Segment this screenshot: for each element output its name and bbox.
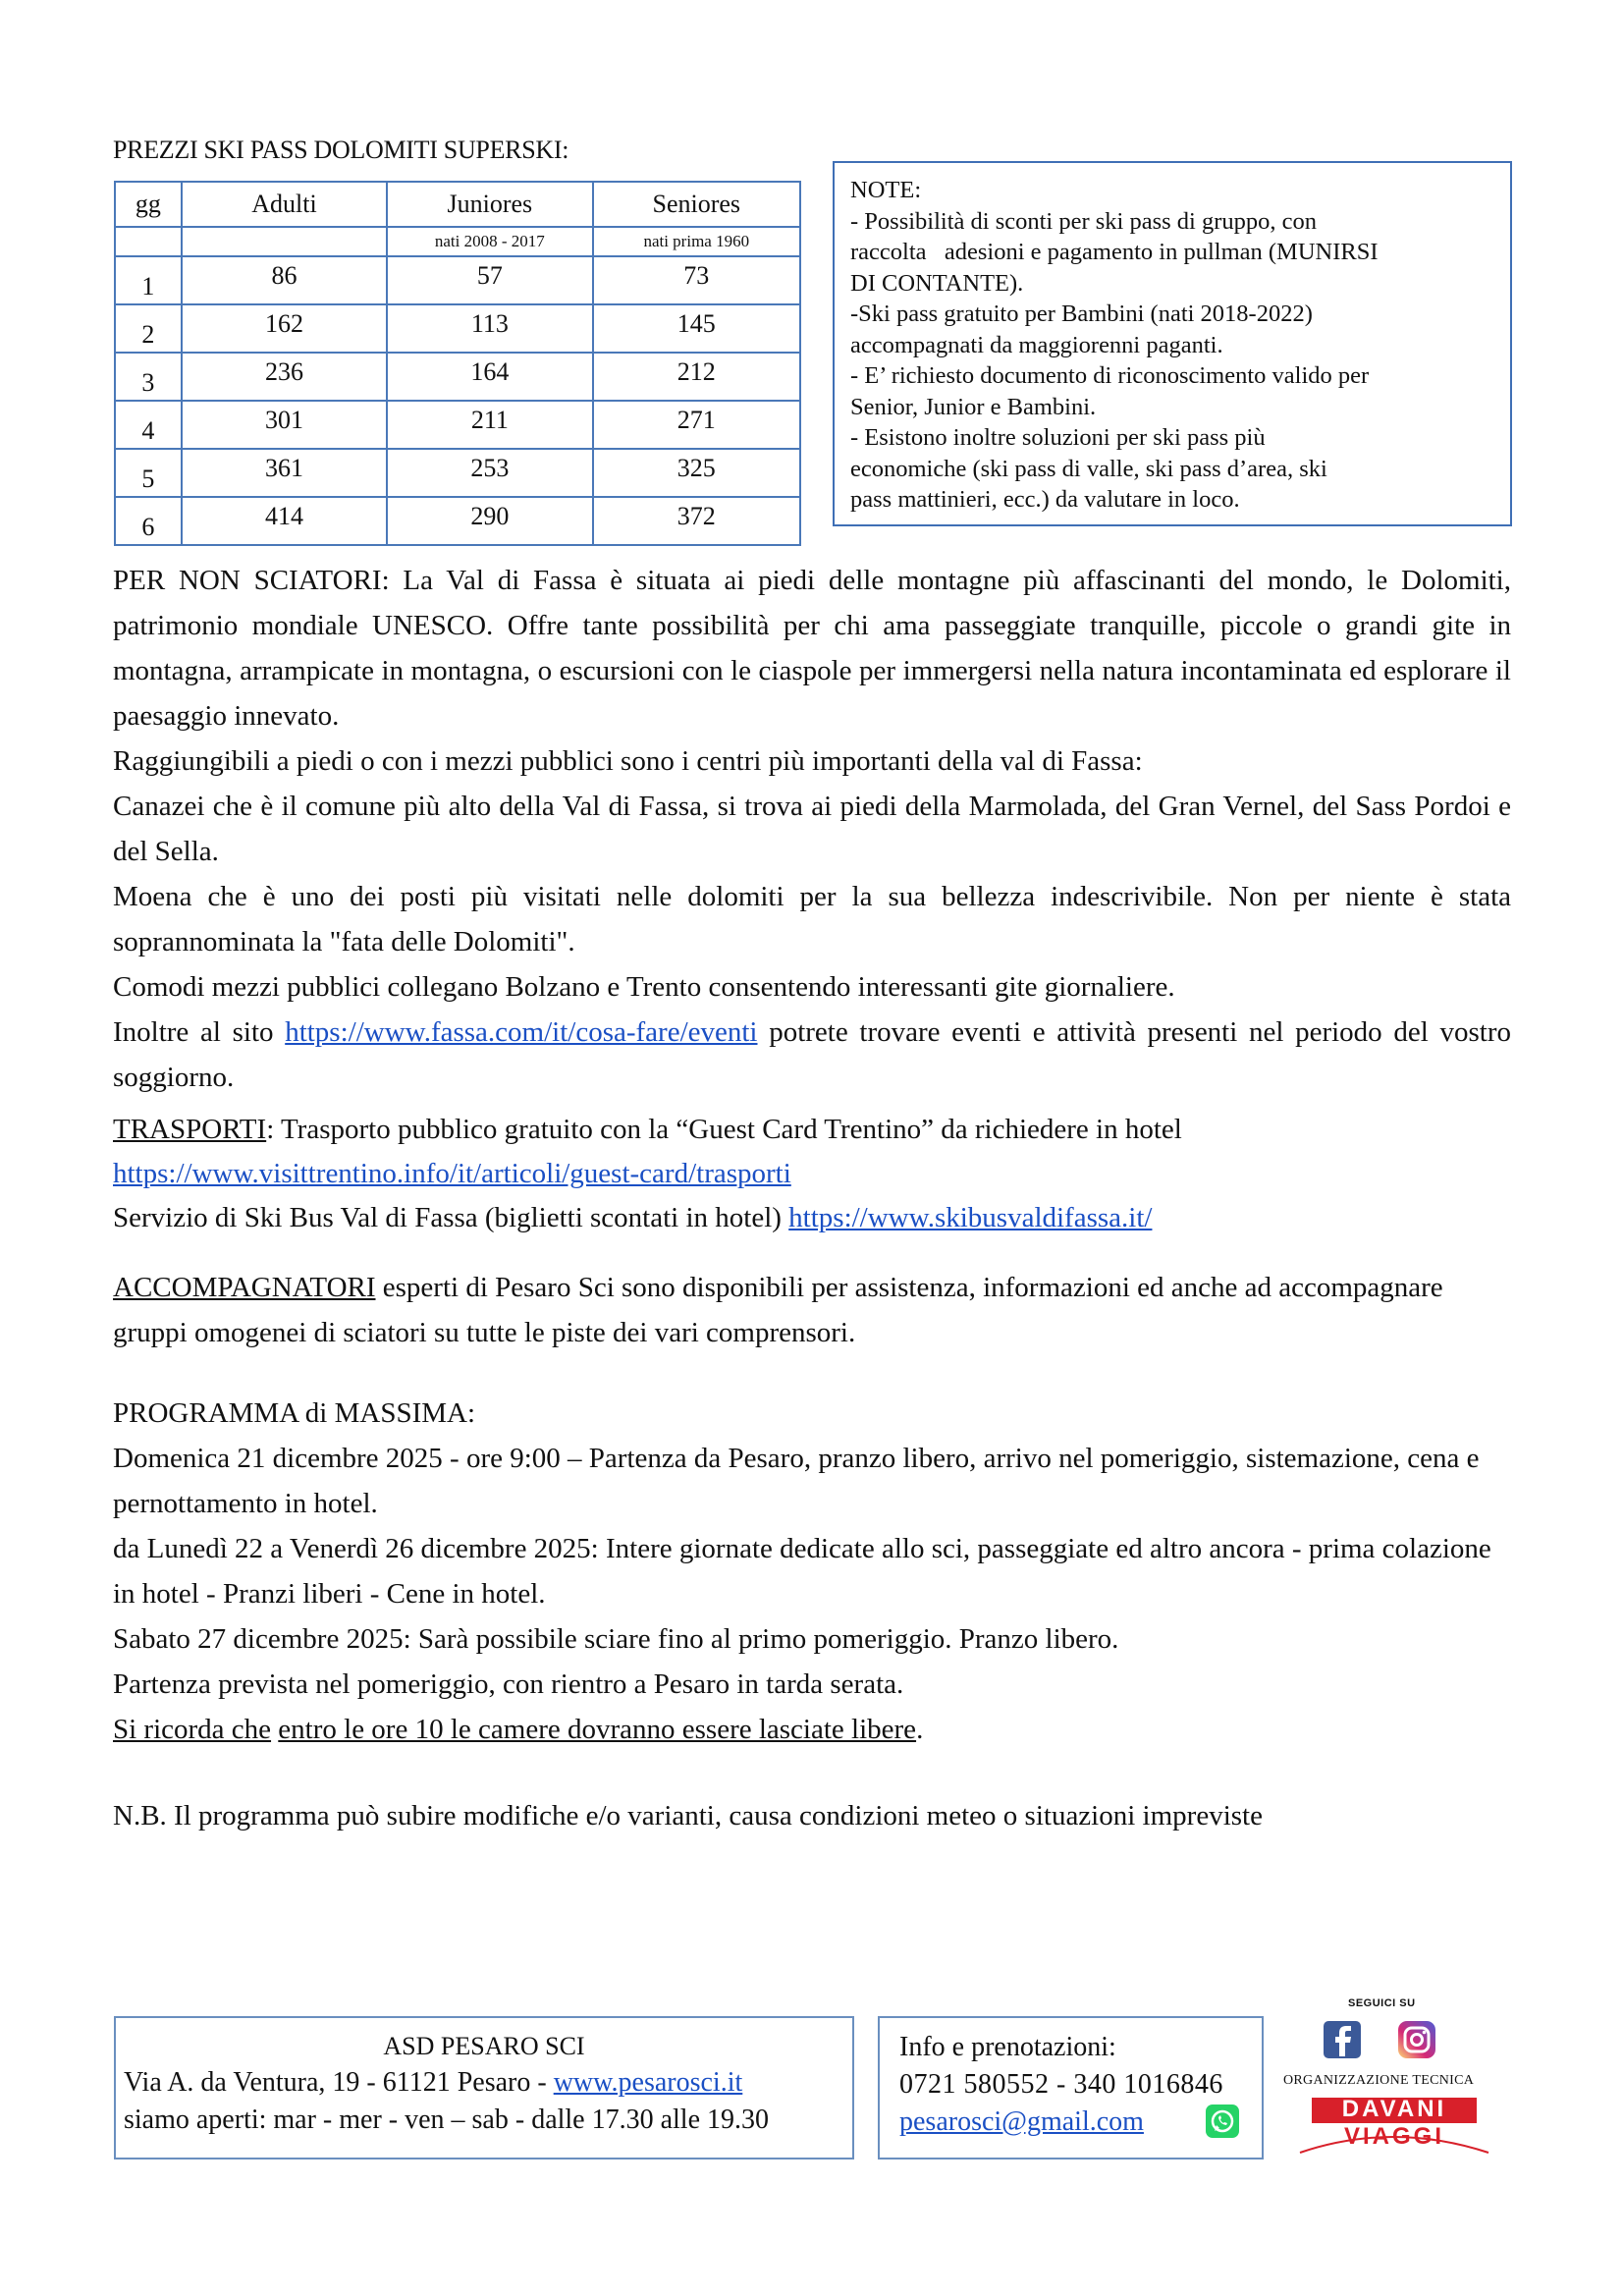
notes-line: NOTE: [850,177,922,203]
non-sciatori-section [113,558,1511,1100]
events-text-pre: Inoltre al sito [113,1016,274,1048]
skibus-line [113,1196,1511,1240]
notes-box [833,161,1512,526]
address-line [124,2067,852,2099]
footer-contact-box [114,2016,854,2159]
non-sciatori-intro: PER NON SCIATORI: La Val di Fassa è situata ai piedi delle montagne più affascinanti del mondo, le Dolomiti, patrimonio mondiale UNESCO. Offre tante possibilità per chi ama passeggiate tranquille, piccole o grandi gite in montagna, arrampicate in montagna, o escursioni con le ciaspole per immergersi nella natura incontaminata ed esplorare il paesaggio innevato. [113,565,1511,732]
cell-gg: 6 [115,497,182,545]
nb-note: N.B. Il programma può subire modifiche e/o varianti, causa condizioni meteo o situazioni impreviste [113,1800,1263,1831]
cell-seniores: 372 [593,497,800,545]
header-juniores: Juniores [387,182,592,227]
header-seniores: Seniores [593,182,800,227]
instagram-icon[interactable] [1398,2021,1435,2058]
cell-adulti: 414 [182,497,387,545]
email-line [899,2106,1262,2138]
notes-line: Senior, Junior e Bambini. [850,393,1097,420]
skibus-text: Servizio di Ski Bus Val di Fassa (biglietti scontati in hotel) [113,1202,782,1233]
notes-line: -Ski pass gratuito per Bambini (nati 2018-2022) [850,301,1313,327]
guest-card-link[interactable]: https://www.visittrentino.info/it/articoli/guest-card/trasporti [113,1158,791,1189]
cell-seniores: 145 [593,304,800,353]
table-subheader-row [115,227,800,256]
notes-line: pass mattinieri, ecc.) da valutare in loco. [850,486,1240,513]
cell-adulti: 361 [182,449,387,497]
notes-line: - Esistono inoltre soluzioni per ski pass più [850,424,1266,451]
programma-day7: Sabato 27 dicembre 2025: Sarà possibile sciare fino al primo pomeriggio. Pranzo libero. [113,1623,1119,1655]
notes-line: raccolta adesioni e pagamento in pullman (MUNIRSI [850,239,1379,265]
canazei-paragraph: Canazei che è il comune più alto della Val di Fassa, si trova ai piedi della Marmolada, del Gran Vernel, del Sass Pordoi e del Sella. [113,791,1511,867]
table-header-row [115,182,800,227]
accompagnatori-label: ACCOMPAGNATORI [113,1272,376,1303]
cell-juniores: 253 [387,449,592,497]
events-paragraph [113,1010,1511,1100]
cell-gg: 5 [115,449,182,497]
trasporti-line [113,1108,1511,1152]
prices-table [114,181,801,546]
opening-hours: siamo aperti: mar - mer - ven – sab - dalle 17.30 alle 19.30 [124,2105,770,2135]
cell-gg: 1 [115,256,182,304]
notes-line: - Possibilità di sconti per ski pass di gruppo, con [850,207,1317,235]
cell-juniores: 57 [387,256,592,304]
cell-juniores: 211 [387,401,592,449]
cell-gg: 3 [115,353,182,401]
org-tecnica-label: ORGANIZZAZIONE TECNICA [1283,2073,1475,2088]
table-row [115,449,800,497]
cell-seniores: 271 [593,401,800,449]
logo-line1: DAVANI [1341,2096,1447,2122]
programma-days2-6: da Lunedì 22 a Venerdì 26 dicembre 2025: Intere giornate dedicate allo sci, passeggiate ed altro ancora - prima colazione in hotel - Pranzi liberi - Cene in hotel. [113,1533,1491,1610]
cell-gg: 2 [115,304,182,353]
programma-title: PROGRAMMA di MASSIMA: [113,1397,476,1429]
notes-line: - E’ richiesto documento di riconoscimento valido per [850,362,1370,389]
reminder-part-2: entro le ore 10 le camere dovranno essere lasciate libere [278,1714,917,1745]
cell-seniores: 325 [593,449,800,497]
cell-juniores: 164 [387,353,592,401]
table-row [115,353,800,401]
non-sciatori-paragraph: Raggiungibili a piedi o con i mezzi pubblici sono i centri più importanti della val di Fassa: [113,745,1143,777]
trasporti-text: : Trasporto pubblico gratuito con la “Guest Card Trentino” da richiedere in hotel [266,1114,1182,1145]
events-text-post: potrete trovare eventi e attività presenti nel periodo del vostro soggiorno. [113,1016,1511,1093]
footer-info-box [878,2016,1264,2159]
programma-departure: Partenza prevista nel pomeriggio, con rientro a Pesaro in tarda serata. [113,1668,904,1700]
org-name: ASD PESARO SCI [383,2032,585,2060]
accompagnatori-text: esperti di Pesaro Sci sono disponibili per assistenza, informazioni ed anche ad accompagnare gruppi omogenei di sciatori su tutte le piste dei vari comprensori. [113,1272,1443,1348]
table-row [115,497,800,545]
reminder-part-1: Si ricorda che [113,1714,272,1745]
subheader-seniores: nati prima 1960 [593,227,800,256]
programma-day1: Domenica 21 dicembre 2025 - ore 9:00 – Partenza da Pesaro, pranzo libero, arrivo nel pomeriggio, sistemazione, cena e pernottamento in hotel. [113,1443,1480,1519]
accompagnatori-section [113,1265,1511,1355]
table-row [115,256,800,304]
trasporti-section [113,1108,1511,1240]
subheader-adulti [182,227,387,256]
info-title: Info e prenotazioni: [899,2032,1116,2062]
subheader-juniores: nati 2008 - 2017 [387,227,592,256]
email-link[interactable]: pesarosci@gmail.com [899,2106,1144,2137]
cell-gg: 4 [115,401,182,449]
transport-paragraph: Comodi mezzi pubblici collegano Bolzano e Trento consentendo interessanti gite giornaliere. [113,971,1175,1003]
fassa-events-link[interactable]: https://www.fassa.com/it/cosa-fare/eventi [285,1016,758,1048]
cell-juniores: 113 [387,304,592,353]
header-gg: gg [115,182,182,227]
prices-title: PREZZI SKI PASS DOLOMITI SUPERSKI: [113,136,569,164]
notes-line: accompagnati da maggiorenni paganti. [850,331,1223,358]
subheader-gg [115,227,182,256]
cell-adulti: 236 [182,353,387,401]
phone-numbers: 0721 580552 - 340 1016846 [899,2069,1223,2100]
table-row [115,401,800,449]
cell-juniores: 290 [387,497,592,545]
programma-section [113,1391,1511,1752]
reminder-part-3: . [916,1714,924,1745]
logo-line2: VIAGGI [1343,2123,1444,2150]
website-link[interactable]: www.pesarosci.it [553,2067,743,2098]
seguici-label: SEGUICI SU [1348,1997,1416,2009]
table-row [115,304,800,353]
cell-seniores: 212 [593,353,800,401]
whatsapp-icon[interactable] [1206,2105,1239,2138]
trasporti-label: TRASPORTI [113,1114,267,1145]
notes-line: economiche (ski pass di valle, ski pass d’area, ski [850,455,1327,482]
cell-seniores: 73 [593,256,800,304]
programma-checkout-reminder [113,1707,1511,1752]
cell-adulti: 301 [182,401,387,449]
moena-paragraph: Moena che è uno dei posti più visitati nelle dolomiti per la sua bellezza indescrivibile. Non per niente è stata soprannominata la "fata delle Dolomiti". [113,881,1511,957]
notes-line: DI CONTANTE). [850,269,1024,297]
cell-adulti: 162 [182,304,387,353]
facebook-icon[interactable] [1324,2019,1365,2060]
davani-viaggi-logo [1294,2096,1494,2155]
header-adulti: Adulti [182,182,387,227]
skibus-link[interactable]: https://www.skibusvaldifassa.it/ [788,1202,1153,1233]
address-text: Via A. da Ventura, 19 - 61121 Pesaro - [124,2067,554,2098]
cell-adulti: 86 [182,256,387,304]
